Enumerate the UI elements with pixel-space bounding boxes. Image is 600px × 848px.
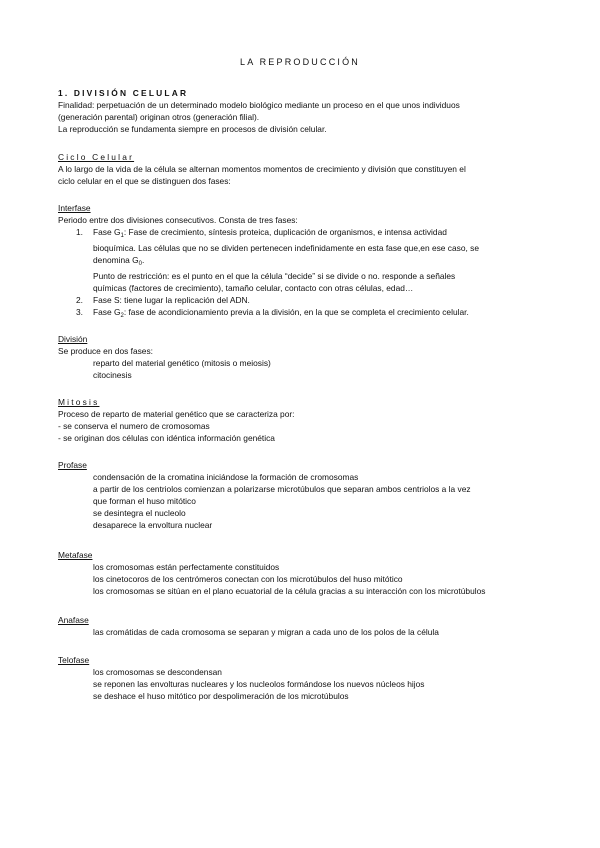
item-text: químicas (factores de crecimiento), tamaño celular, contacto con otras células, edad… [93,283,414,293]
item-text: : fase de acondicionamiento previa a la división, en la que se completa el crecimiento celular. [123,307,469,317]
list-item: los cromosomas están perfectamente constituidos [93,562,280,572]
interfase-list [58,226,558,322]
list-number: 2. [76,295,83,305]
list-item: los cromosomas se descondensan [93,667,222,677]
paragraph-line: - se conserva el numero de cromosomas [58,421,210,431]
paragraph-line: La reproducción se fundamenta siempre en procesos de división celular. [58,124,327,134]
subscript: 2 [120,313,124,319]
list-item [58,226,558,294]
section-mitosis [58,396,558,444]
list-item: se desintegra el nucleolo [93,508,186,518]
item-text: Fase S: tiene lugar la replicación del ADN. [93,295,250,305]
list-item: los cinetocoros de los centrómeros conectan con los microtúbulos del huso mitótico [93,574,403,584]
item-text: Fase G [93,307,121,317]
paragraph-line: Finalidad: perpetuación de un determinado modelo biológico mediante un proceso en el que unos individuos [58,100,460,110]
list-item: reparto del material genético (mitosis o meiosis) [93,358,271,368]
list-item: se deshace el huso mitótico por despolimeración de los microtúbulos [93,691,349,701]
document-title: LA REPRODUCCIÓN [239,57,361,67]
list-item: los cromosomas se sitúan en el plano ecuatorial de la célula gracias a su interacción con los microtúbulos [93,586,486,596]
paragraph-line: A lo largo de la vida de la célula se alternan momentos momentos de crecimiento y división que constituyen el [58,164,466,174]
list-item: condensación de la cromatina iniciándose la formación de cromosomas [93,472,359,482]
section-heading: Metafase [58,550,93,560]
paragraph-line: Proceso de reparto de material genético que se caracteriza por: [58,409,295,419]
paragraph-line: - se originan dos células con idéntica información genética [58,433,275,443]
section-heading: Profase [58,460,87,470]
section-anafase [58,614,558,638]
section-heading: Telofase [58,655,90,665]
list-item: las cromátidas de cada cromosoma se separan y migran a cada uno de los polos de la célula [93,627,439,637]
subscript: 1 [120,233,124,239]
list-number: 1. [76,227,83,237]
list-item: citocinesis [93,370,132,380]
paragraph-line: ciclo celular en el que se distinguen dos fases: [58,176,231,186]
list-item [58,306,558,322]
section-telofase [58,654,558,702]
section-division [58,333,558,381]
section-heading: Anafase [58,615,89,625]
list-item: se reponen las envolturas nucleares y los nucleolos formándose los nuevos núcleos hijos [93,679,425,689]
section-heading: 1. DIVISIÓN CELULAR [58,88,189,98]
list-item [58,294,558,306]
item-text: : Fase de crecimiento, síntesis proteica, duplicación de organismos, e intensa actividad [123,227,447,237]
section-interfase [58,202,558,322]
section-profase [58,459,558,531]
subscript: 0 [138,261,142,267]
list-item: que forman el huso mitótico [93,496,196,506]
list-item: desaparece la envoltura nuclear [93,520,213,530]
section-heading: División [58,334,88,344]
section-division-celular [58,87,558,135]
paragraph-line: Periodo entre dos divisiones consecutivos. Consta de tres fases: [58,215,298,225]
item-text: Fase G [93,227,121,237]
section-heading: Ciclo Celular [58,152,135,162]
section-heading: Mitosis [58,397,100,407]
section-heading: Interfase [58,203,91,213]
item-text: denomina G [93,255,139,265]
item-text: bioquímica. Las células que no se dividen pertenecen indefinidamente en esta fase que,en ese caso, se [93,243,479,253]
item-text: . [141,255,145,265]
paragraph-line: Se produce en dos fases: [58,346,153,356]
list-number: 3. [76,307,83,317]
list-item: a partir de los centriolos comienzan a polarizarse microtúbulos que separan ambos centriolos a la vez [93,484,471,494]
paragraph-line: (generación parental) originan otros (generación filial). [58,112,260,122]
section-metafase [58,549,558,597]
section-ciclo-celular [58,151,558,187]
item-text: Punto de restricción: es el punto en el que la célula “decide” si se divide o no. responde a señales [93,271,456,281]
